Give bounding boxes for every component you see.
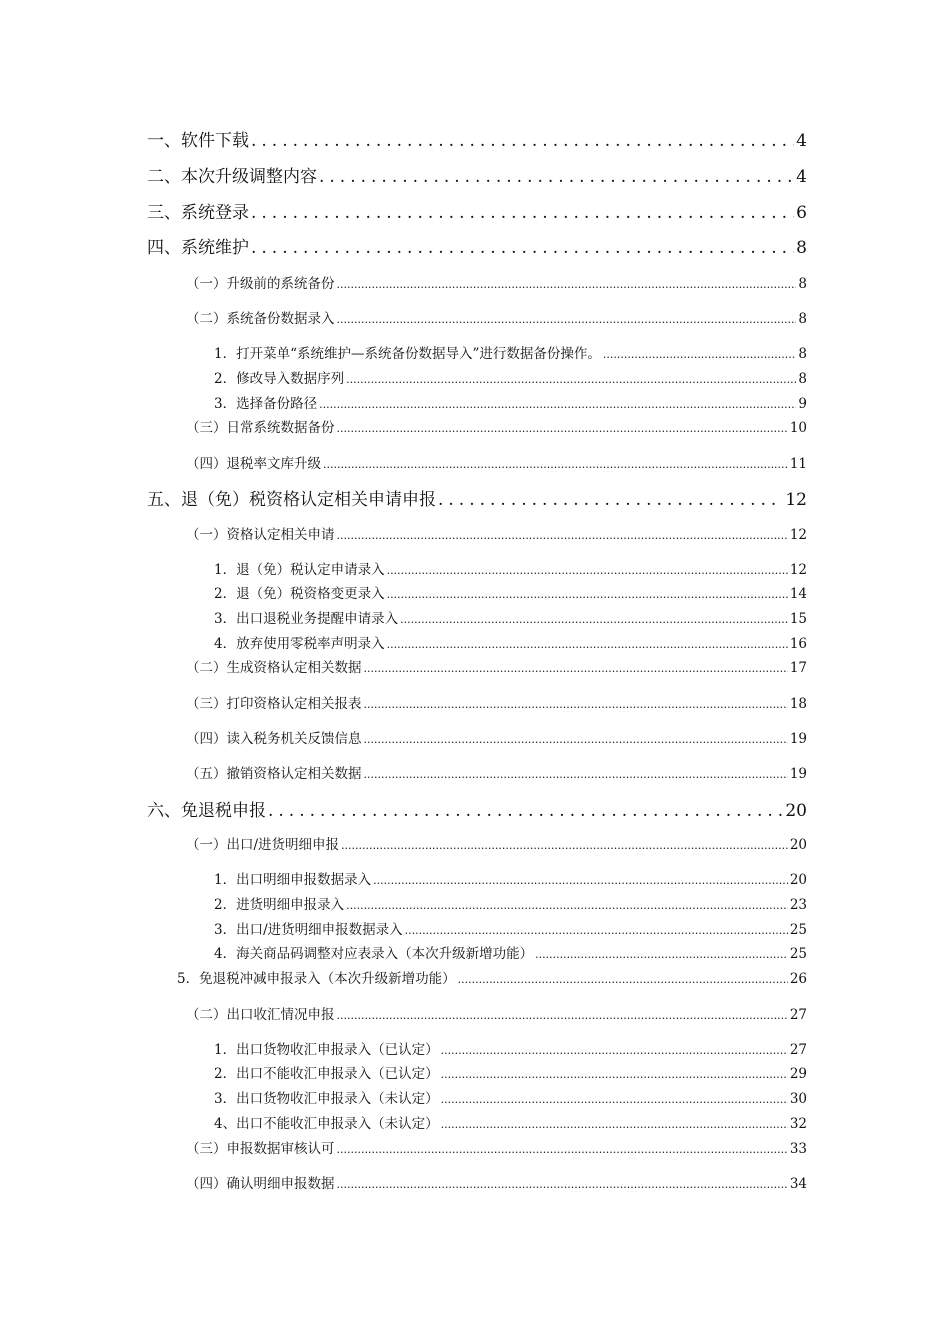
toc-entry[interactable] — [186, 833, 807, 853]
toc-entry-label: 2．退（免）税资格变更录入 — [214, 586, 385, 602]
toc-entry-label: （二）系统备份数据录入 — [186, 311, 335, 327]
toc-page-number: 17 — [789, 660, 807, 676]
toc-entry-label: 1．退（免）税认定申请录入 — [214, 562, 385, 578]
toc-leader-dots — [268, 801, 783, 821]
toc-leader-dots — [438, 490, 783, 510]
toc-leader-dots — [364, 768, 788, 781]
toc-entry-label: （三）打印资格认定相关报表 — [186, 696, 362, 712]
toc-leader-dots — [373, 874, 788, 887]
toc-entry[interactable] — [214, 342, 807, 362]
toc-leader-dots — [337, 313, 797, 326]
toc-entry-label: 1．出口明细申报数据录入 — [214, 872, 372, 888]
toc-leader-dots — [441, 1093, 788, 1106]
toc-leader-dots — [346, 899, 788, 912]
toc-entry[interactable] — [186, 272, 807, 292]
toc-page-number: 14 — [789, 586, 807, 602]
toc-entry[interactable] — [214, 367, 807, 387]
toc-entry-label: 2．进货明细申报录入 — [214, 897, 345, 913]
toc-entry[interactable] — [214, 582, 807, 602]
toc-entry-label: 3．出口退税业务提醒申请录入 — [214, 611, 399, 627]
toc-entry[interactable] — [214, 868, 807, 888]
toc-entry-label: 1．打开菜单“系统维护—系统备份数据导入”进行数据备份操作。 — [214, 346, 601, 362]
toc-entry[interactable] — [186, 1137, 807, 1157]
toc-entry[interactable] — [214, 607, 807, 627]
toc-page-number: 32 — [789, 1116, 807, 1132]
toc-page-number: 10 — [789, 420, 807, 436]
toc-leader-dots — [603, 348, 797, 361]
toc-entry-label: 二、本次升级调整内容 — [147, 167, 317, 187]
toc-page-number: 23 — [789, 897, 807, 913]
toc-entry[interactable] — [186, 656, 807, 676]
toc-page-number: 30 — [789, 1091, 807, 1107]
toc-entry-label: 2．出口不能收汇申报录入（已认定） — [214, 1066, 439, 1082]
toc-leader-dots — [458, 973, 788, 986]
toc-leader-dots — [387, 588, 788, 601]
toc-page-number: 4 — [796, 131, 807, 151]
toc-page-number: 25 — [789, 946, 807, 962]
toc-entry-label: 3．出口货物收汇申报录入（未认定） — [214, 1091, 439, 1107]
toc-page-number: 18 — [789, 696, 807, 712]
toc-page-number: 15 — [789, 611, 807, 627]
toc-entry[interactable] — [147, 162, 807, 188]
toc-leader-dots — [319, 398, 796, 411]
toc-entry[interactable] — [186, 1172, 807, 1192]
toc-page-number: 12 — [785, 490, 807, 510]
toc-leader-dots — [323, 458, 788, 471]
toc-entry[interactable] — [147, 198, 807, 224]
toc-page-number: 16 — [789, 636, 807, 652]
toc-leader-dots — [337, 1178, 788, 1191]
toc-leader-dots — [337, 1143, 788, 1156]
toc-page-number: 25 — [789, 922, 807, 938]
toc-entry-label: （四）确认明细申报数据 — [186, 1176, 335, 1192]
toc-entry[interactable] — [214, 558, 807, 578]
toc-leader-dots — [400, 613, 788, 626]
toc-entry[interactable] — [214, 942, 807, 962]
toc-page-number: 20 — [785, 801, 807, 821]
toc-page-number: 6 — [796, 203, 807, 223]
toc-page-number: 26 — [789, 971, 807, 987]
toc-entry[interactable] — [214, 893, 807, 913]
toc-entry-label: （三）日常系统数据备份 — [186, 420, 335, 436]
toc-entry-label: 3．出口/进货明细申报数据录入 — [214, 922, 403, 938]
toc-entry[interactable] — [214, 1112, 807, 1132]
toc-entry-label: 4、出口不能收汇申报录入（未认定） — [214, 1116, 439, 1132]
toc-page-number: 9 — [798, 396, 807, 412]
toc-page-number: 12 — [789, 527, 807, 543]
toc-leader-dots — [341, 839, 788, 852]
toc-entry-label: 六、免退税申报 — [147, 801, 266, 821]
toc-leader-dots — [387, 564, 788, 577]
toc-page-number: 8 — [798, 276, 807, 292]
toc-entry-label: （四）读入税务机关反馈信息 — [186, 731, 362, 747]
toc-page-number: 4 — [796, 167, 807, 187]
toc-page-number: 27 — [789, 1042, 807, 1058]
toc-leader-dots — [251, 238, 794, 258]
toc-entry[interactable] — [214, 392, 807, 412]
toc-entry[interactable] — [186, 692, 807, 712]
toc-entry[interactable] — [186, 416, 807, 436]
toc-leader-dots — [441, 1044, 788, 1057]
toc-leader-dots — [251, 203, 794, 223]
toc-entry[interactable] — [147, 233, 807, 259]
toc-entry-label: 4．海关商品码调整对应表录入（本次升级新增功能） — [214, 946, 534, 962]
toc-entry[interactable] — [186, 307, 807, 327]
toc-entry-label: 三、系统登录 — [147, 203, 249, 223]
toc-entry-label: （四）退税率文库升级 — [186, 456, 321, 472]
toc-entry[interactable] — [147, 485, 807, 511]
toc-page-number: 27 — [789, 1007, 807, 1023]
toc-entry-label: （五）撤销资格认定相关数据 — [186, 766, 362, 782]
toc-entry[interactable] — [214, 1038, 807, 1058]
toc-entry-label: 5．免退税冲减申报录入（本次升级新增功能） — [177, 971, 456, 987]
toc-leader-dots — [535, 948, 788, 961]
toc-entry-label: 4．放弃使用零税率声明录入 — [214, 636, 385, 652]
toc-leader-dots — [364, 662, 788, 675]
toc-page-number: 8 — [798, 311, 807, 327]
toc-entry-label: 一、软件下载 — [147, 131, 249, 151]
toc-entry[interactable] — [177, 967, 807, 987]
toc-leader-dots — [337, 1009, 788, 1022]
toc-entry[interactable] — [214, 1062, 807, 1082]
toc-page-number: 8 — [798, 346, 807, 362]
toc-leader-dots — [364, 733, 788, 746]
toc-entry-label: （三）申报数据审核认可 — [186, 1141, 335, 1157]
toc-leader-dots — [337, 529, 788, 542]
toc-entry[interactable] — [147, 796, 807, 822]
toc-leader-dots — [337, 422, 788, 435]
toc-leader-dots — [319, 167, 794, 187]
toc-entry[interactable] — [186, 727, 807, 747]
toc-entry-label: 3．选择备份路径 — [214, 396, 318, 412]
toc-entry[interactable] — [186, 1003, 807, 1023]
toc-leader-dots — [441, 1068, 788, 1081]
toc-page-number: 8 — [796, 238, 807, 258]
toc-page-number: 33 — [789, 1141, 807, 1157]
toc-entry[interactable] — [186, 452, 807, 472]
toc-entry[interactable] — [214, 918, 807, 938]
toc-page-number: 19 — [789, 766, 807, 782]
toc-page-number: 29 — [789, 1066, 807, 1082]
toc-entry[interactable] — [186, 762, 807, 782]
toc-page-number: 19 — [789, 731, 807, 747]
toc-leader-dots — [405, 924, 788, 937]
toc-entry-label: （一）出口/进货明细申报 — [186, 837, 340, 853]
toc-leader-dots — [364, 698, 788, 711]
toc-page-number: 12 — [789, 562, 807, 578]
toc-entry-label: 四、系统维护 — [147, 238, 249, 258]
toc-entry-label: 2．修改导入数据序列 — [214, 371, 345, 387]
toc-entry-label: （一）资格认定相关申请 — [186, 527, 335, 543]
toc-entry-label: （二）生成资格认定相关数据 — [186, 660, 362, 676]
toc-entry[interactable] — [147, 126, 807, 152]
toc-entry-label: （二）出口收汇情况申报 — [186, 1007, 335, 1023]
toc-leader-dots — [441, 1118, 788, 1131]
toc-page-number: 8 — [798, 371, 807, 387]
toc-page-number: 11 — [789, 456, 807, 472]
toc-entry-label: 五、退（免）税资格认定相关申请申报 — [147, 490, 436, 510]
toc-leader-dots — [346, 373, 796, 386]
toc-entry[interactable] — [186, 523, 807, 543]
toc-leader-dots — [251, 131, 794, 151]
toc-entry[interactable] — [214, 632, 807, 652]
toc-entry[interactable] — [214, 1087, 807, 1107]
toc-entry-label: 1．出口货物收汇申报录入（已认定） — [214, 1042, 439, 1058]
toc-entry-label: （一）升级前的系统备份 — [186, 276, 335, 292]
toc-page-number: 20 — [789, 837, 807, 853]
toc-page-number: 20 — [789, 872, 807, 888]
toc-leader-dots — [337, 278, 797, 291]
toc-page-number: 34 — [789, 1176, 807, 1192]
toc-leader-dots — [387, 638, 788, 651]
